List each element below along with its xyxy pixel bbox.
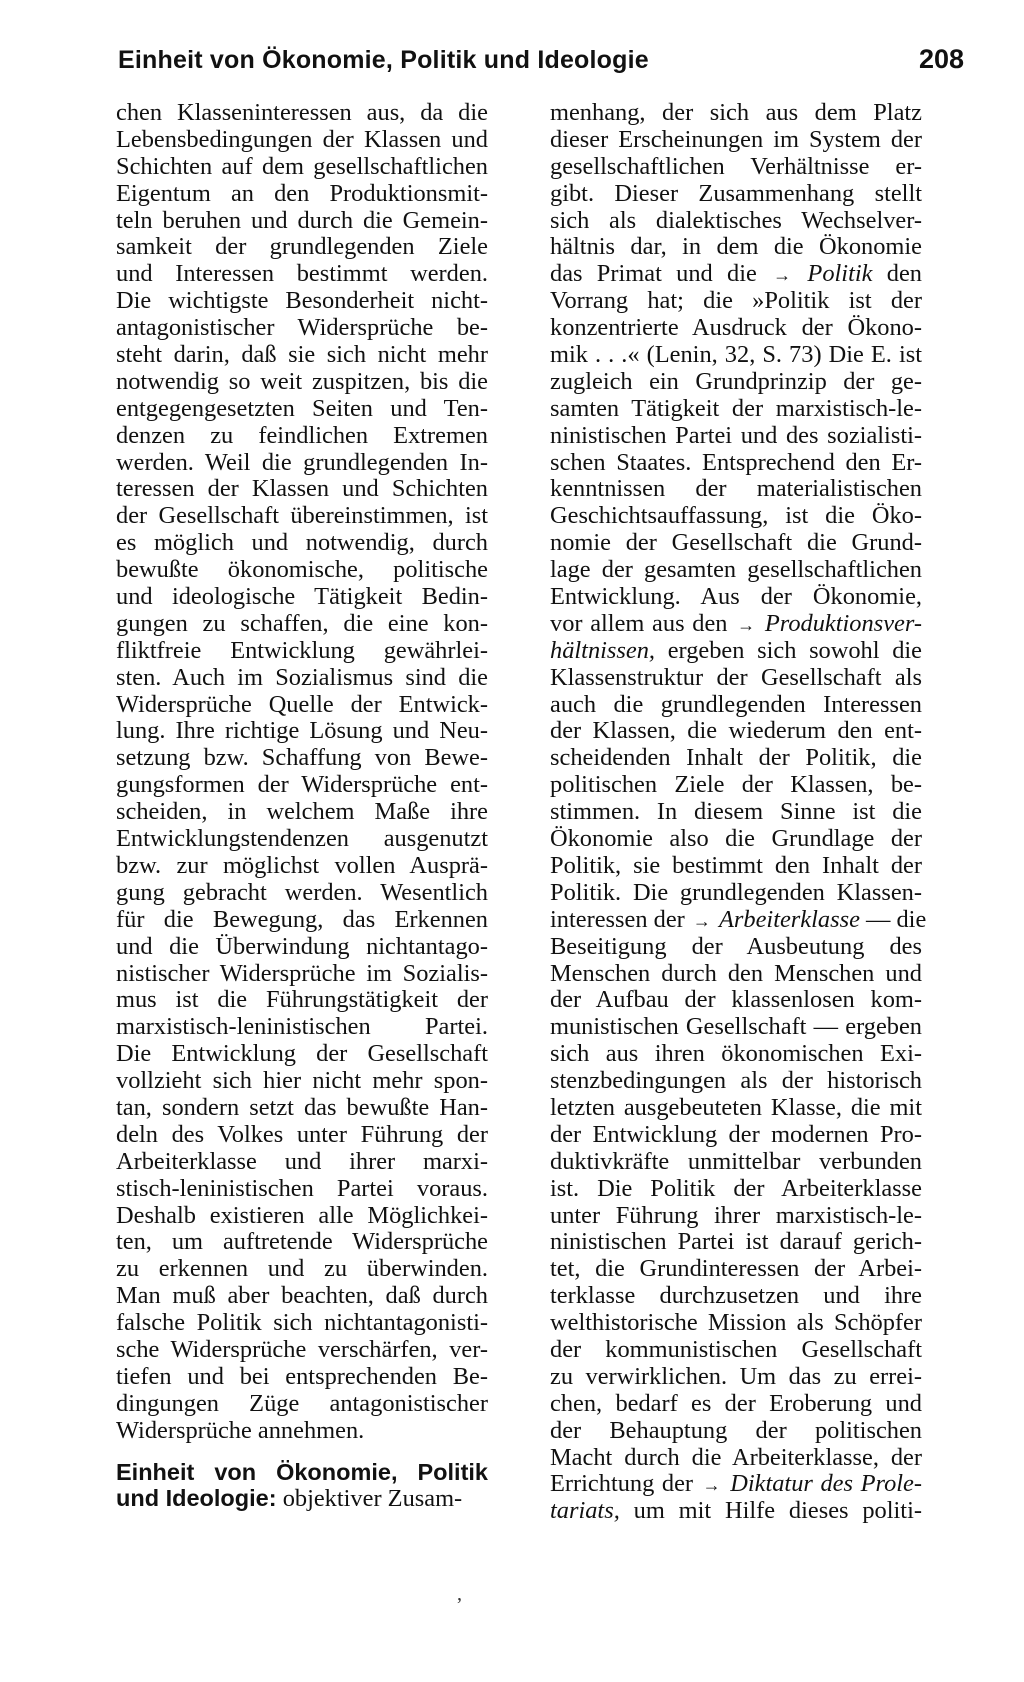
text-line: zugleich ein Grundprinzip der ge- <box>550 367 922 395</box>
text-fragment: — die <box>866 905 927 933</box>
text-line: Arbeiterklasse und ihrer marxi- <box>116 1147 488 1175</box>
text-line: auch die grundlegenden Interessen <box>550 690 922 718</box>
text-line: ten, um auftretende Widersprüche <box>116 1228 488 1256</box>
text-line: Klassenstruktur der Gesellschaft als <box>550 663 922 691</box>
text-line: der Aufbau der klassenlosen kom- <box>550 986 922 1014</box>
page-number: 208 <box>918 44 964 74</box>
text-line: terklasse durchzusetzen und ihre <box>550 1282 922 1310</box>
text-line: tiefen und bei entsprechenden Be- <box>116 1362 488 1390</box>
text-line: Lebensbedingungen der Klassen und <box>116 125 488 153</box>
text-line-with-reference <box>550 611 922 638</box>
text-line: ninistischen Partei ist darauf gerich- <box>550 1228 922 1256</box>
text-line: Schichten auf dem gesellschaftlichen <box>116 152 488 180</box>
text-line-with-reference <box>550 1498 922 1525</box>
text-line: der Entwicklung der modernen Pro- <box>550 1120 922 1148</box>
text-line: Vorrang hat; die »Politik ist der <box>550 287 922 315</box>
text-line: scheidenden Inhalt der Politik, die <box>550 744 922 772</box>
text-line: teln beruhen und durch die Gemein- <box>116 206 488 234</box>
text-line: Die Entwicklung der Gesellschaft <box>116 1040 488 1068</box>
text-line: antagonistischer Widersprüche be- <box>116 314 488 342</box>
text-line: denzen zu feindlichen Extremen <box>116 421 488 449</box>
text-line: Menschen durch den Menschen und <box>550 959 922 987</box>
text-line: nistischer Widersprüche im Sozialis- <box>116 959 488 987</box>
text-line: kenntnissen der materialistischen <box>550 475 922 503</box>
text-line: notwendig so weit zuspitzen, bis die <box>116 367 488 395</box>
text-line: gibt. Dieser Zusammenhang stellt <box>550 179 922 207</box>
text-line: falsche Politik sich nichtantagonisti- <box>116 1309 488 1337</box>
text-line: setzung bzw. Schaffung von Bewe- <box>116 744 488 772</box>
text-line: bzw. zur möglichst vollen Ausprä- <box>116 851 488 879</box>
text-line: teressen der Klassen und Schichten <box>116 475 488 503</box>
text-line: Eigentum an den Produktionsmit- <box>116 179 488 207</box>
text-line: Entwicklung. Aus der Ökonomie, <box>550 583 922 611</box>
text-line: gesellschaftlichen Verhältnisse er- <box>550 152 922 180</box>
text-fragment: das Primat und die <box>550 260 757 288</box>
text-line: schen Staates. Entsprechend den Er- <box>550 448 922 476</box>
text-line: Ökonomie also die Grundlage der <box>550 825 922 853</box>
text-fragment: ergeben sich sowohl die <box>667 636 922 664</box>
text-line: politischen Ziele der Klassen, be- <box>550 771 922 799</box>
text-line: entgegengesetzten Seiten und Ten- <box>116 394 488 422</box>
entry-heading-line <box>116 1485 488 1512</box>
left-column <box>116 100 488 1512</box>
text-line: dieser Erscheinungen im System der <box>550 125 922 153</box>
text-fragment: um mit Hilfe dieses politi- <box>633 1497 922 1525</box>
text-line: Macht durch die Arbeiterklasse, der <box>550 1443 922 1471</box>
entry-definition-start: objektiver Zusam- <box>282 1485 463 1513</box>
cross-reference-diktatur[interactable]: Diktatur des Prole- <box>730 1470 922 1498</box>
text-line: scheiden, in welchem Maße ihre <box>116 798 488 826</box>
entry-heading: Einheit von Ökonomie, Politik <box>116 1458 488 1485</box>
entry-gap <box>116 1445 488 1459</box>
text-line: zu erkennen und zu überwinden. <box>116 1255 488 1283</box>
cross-reference-produktionsverhaeltnisse-cont[interactable]: hältnissen, <box>550 636 656 664</box>
text-line: lung. Ihre richtige Lösung und Neu- <box>116 717 488 745</box>
text-line: dingungen Züge antagonistischer <box>116 1389 488 1417</box>
text-line: für die Bewegung, das Erkennen <box>116 905 488 933</box>
cross-reference-politik[interactable]: Politik <box>807 260 873 288</box>
text-line-with-reference <box>550 261 922 288</box>
text-fragment: Errichtung der <box>550 1470 694 1498</box>
text-fragment: den <box>886 260 922 288</box>
text-line: duktivkräfte unmittelbar verbunden <box>550 1147 922 1175</box>
running-head <box>118 44 964 84</box>
text-line: marxistisch-leninistischen Partei. <box>116 1013 488 1041</box>
text-line: sich aus ihren ökonomischen Exi- <box>550 1040 922 1068</box>
text-line: welthistorische Mission als Schöpfer <box>550 1309 922 1337</box>
text-line: und ideologische Tätigkeit Bedin- <box>116 583 488 611</box>
text-line: Beseitigung der Ausbeutung des <box>550 932 922 960</box>
text-line: tan, sondern setzt das bewußte Han- <box>116 1093 488 1121</box>
text-line: Geschichtsauffassung, ist die Öko- <box>550 502 922 530</box>
text-line: stenzbedingungen als der historisch <box>550 1067 922 1095</box>
text-line: Entwicklungstendenzen ausgenutzt <box>116 825 488 853</box>
text-line: der kommunistischen Gesellschaft <box>550 1335 922 1363</box>
running-title: Einheit von Ökonomie, Politik und Ideologie <box>118 46 649 74</box>
text-line: gungsformen der Widersprüche ent- <box>116 771 488 799</box>
text-line: stimmen. In diesem Sinne ist die <box>550 798 922 826</box>
text-fragment: vor allem aus den <box>550 609 728 637</box>
text-line: der Behauptung der politischen <box>550 1416 922 1444</box>
text-line: es möglich und notwendig, durch <box>116 529 488 557</box>
text-line: tet, die Grundinteressen der Arbei- <box>550 1255 922 1283</box>
print-speck: ’ <box>456 1594 463 1616</box>
text-fragment: interessen der <box>550 905 685 933</box>
text-line: ninistischen Partei und des sozialisti- <box>550 421 922 449</box>
text-line: sten. Auch im Sozialismus sind die <box>116 663 488 691</box>
text-line: Die wichtigste Besonderheit nicht- <box>116 287 488 315</box>
right-column <box>550 99 927 1525</box>
text-line: menhang, der sich aus dem Platz <box>550 99 922 126</box>
cross-reference-produktionsverhaeltnisse[interactable]: Produktionsver- <box>764 609 922 637</box>
text-line: sche Widersprüche verschärfen, ver- <box>116 1335 488 1363</box>
text-line: fliktfreie Entwicklung gewährlei- <box>116 636 488 664</box>
text-line: letzten ausgebeuteten Klasse, die mit <box>550 1093 922 1121</box>
text-line: unter Führung ihrer marxistisch-le- <box>550 1201 922 1229</box>
text-line: Politik. Die grundlegenden Klassen- <box>550 878 922 906</box>
text-line: vollzieht sich hier nicht mehr spon- <box>116 1067 488 1095</box>
text-line: gung gebracht werden. Wesentlich <box>116 878 488 906</box>
text-line: samkeit der grundlegenden Ziele <box>116 233 488 261</box>
text-line: zu verwirklichen. Um das zu errei- <box>550 1362 922 1390</box>
text-line: lage der gesamten gesellschaftlichen <box>550 556 922 584</box>
text-line: chen, bedarf es der Eroberung und <box>550 1389 922 1417</box>
text-line: Politik, sie bestimmt den Inhalt der <box>550 851 922 879</box>
text-line: der Gesellschaft übereinstimmen, ist <box>116 502 488 530</box>
text-line: munistischen Gesellschaft — ergeben <box>550 1013 922 1041</box>
text-line: deln des Volkes unter Führung der <box>116 1120 488 1148</box>
text-line: Man muß aber beachten, daß durch <box>116 1282 488 1310</box>
text-line: sich als dialektisches Wechselver- <box>550 206 922 234</box>
text-line: der Klassen, die wiederum den ent- <box>550 717 922 745</box>
text-line: nomie der Gesellschaft die Grund- <box>550 529 922 557</box>
text-line: und die Überwindung nichtantago- <box>116 932 488 960</box>
cross-reference-arrow-icon: → <box>692 910 711 931</box>
text-line: samten Tätigkeit der marxistisch-le- <box>550 394 922 422</box>
entry-heading-continued: und Ideologie: <box>116 1485 277 1512</box>
text-line: hältnis dar, in dem die Ökonomie <box>550 233 922 261</box>
text-line: ist. Die Politik der Arbeiterklasse <box>550 1174 922 1202</box>
text-line: steht darin, daß sie sich nicht mehr <box>116 341 488 369</box>
cross-reference-arbeiterklasse[interactable]: Arbeiterklasse <box>719 905 860 933</box>
cross-reference-arrow-icon: → <box>702 1475 721 1496</box>
text-line: Widersprüche Quelle der Entwick- <box>116 690 488 718</box>
text-line: und Interessen bestimmt werden. <box>116 260 488 288</box>
text-line-with-reference <box>550 638 922 665</box>
cross-reference-diktatur-cont[interactable]: tariats, <box>550 1497 620 1525</box>
text-line: Widersprüche annehmen. <box>116 1416 365 1444</box>
text-line-with-reference <box>550 1471 922 1498</box>
cross-reference-arrow-icon: → <box>737 614 756 635</box>
text-line: chen Klasseninteressen aus, da die <box>116 99 488 126</box>
text-line: mus ist die Führungstätigkeit der <box>116 986 488 1014</box>
text-line: gungen zu schaffen, die eine kon- <box>116 609 488 637</box>
text-line: werden. Weil die grundlegenden In- <box>116 448 488 476</box>
text-line-with-reference <box>550 905 927 934</box>
cross-reference-arrow-icon: → <box>773 265 792 286</box>
text-line: mik . . .« (Lenin, 32, S. 73) Die E. ist <box>550 341 922 369</box>
text-line: stisch-leninistischen Partei voraus. <box>116 1174 488 1202</box>
text-line: konzentrierte Ausdruck der Ökono- <box>550 314 922 342</box>
text-line: Deshalb existieren alle Möglichkei- <box>116 1201 488 1229</box>
text-line: bewußte ökonomische, politische <box>116 556 488 584</box>
